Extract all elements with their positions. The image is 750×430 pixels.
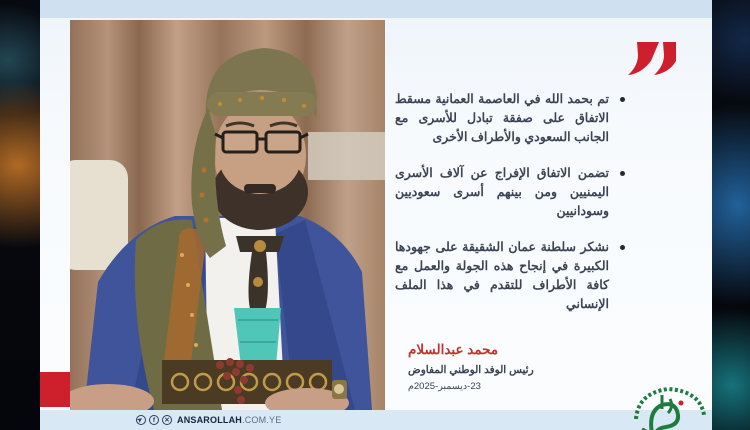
quote-bullet bbox=[395, 90, 625, 147]
bullet-text: تضمن الاتفاق الإفراج عن آلاف الأسرى اليمنيين ومن بينهم أسرى سعوديين وسودانيين bbox=[395, 166, 609, 218]
bullet-dot-icon bbox=[620, 245, 625, 250]
statement-date: 23-ديسمبر-2025م bbox=[408, 381, 481, 392]
speaker-title: رئيس الوفد الوطني المفاوض bbox=[408, 364, 534, 376]
facebook-icon[interactable]: f bbox=[149, 415, 159, 425]
footer-bar bbox=[40, 410, 712, 430]
red-accent-square bbox=[40, 372, 70, 407]
top-accent-strip bbox=[40, 0, 712, 18]
portrait-photo bbox=[70, 20, 385, 410]
bullet-text: نشكر سلطنة عمان الشقيقة على جهودها الكبيرة في إنجاح هذه الجولة والعمل مع كافة الأطراف للتقدم في هذا الملف الإنساني bbox=[395, 240, 609, 311]
x-icon[interactable]: ✕ bbox=[162, 415, 172, 425]
quote-mark-icon bbox=[628, 42, 676, 76]
ansarollah-logo bbox=[618, 381, 718, 430]
website-url[interactable]: ANSAROLLAH.COM.YE bbox=[177, 415, 282, 425]
telegram-icon[interactable]: ➤ bbox=[136, 415, 145, 425]
portrait-illustration bbox=[70, 20, 385, 410]
content-card bbox=[40, 0, 712, 430]
signature-block bbox=[408, 342, 578, 392]
quote-bullets bbox=[395, 90, 625, 331]
social-icons bbox=[136, 415, 172, 425]
bullet-dot-icon bbox=[620, 171, 625, 176]
quote-bullet bbox=[395, 164, 625, 221]
bullet-text: تم بحمد الله في العاصمة العمانية مسقط الاتفاق على صفقة تبادل للأسرى مع الجانب السعودي والأطراف الأخرى bbox=[395, 92, 609, 144]
bullet-dot-icon bbox=[620, 97, 625, 102]
speaker-name: محمد عبدالسلام bbox=[408, 342, 499, 357]
quote-bullet bbox=[395, 238, 625, 314]
